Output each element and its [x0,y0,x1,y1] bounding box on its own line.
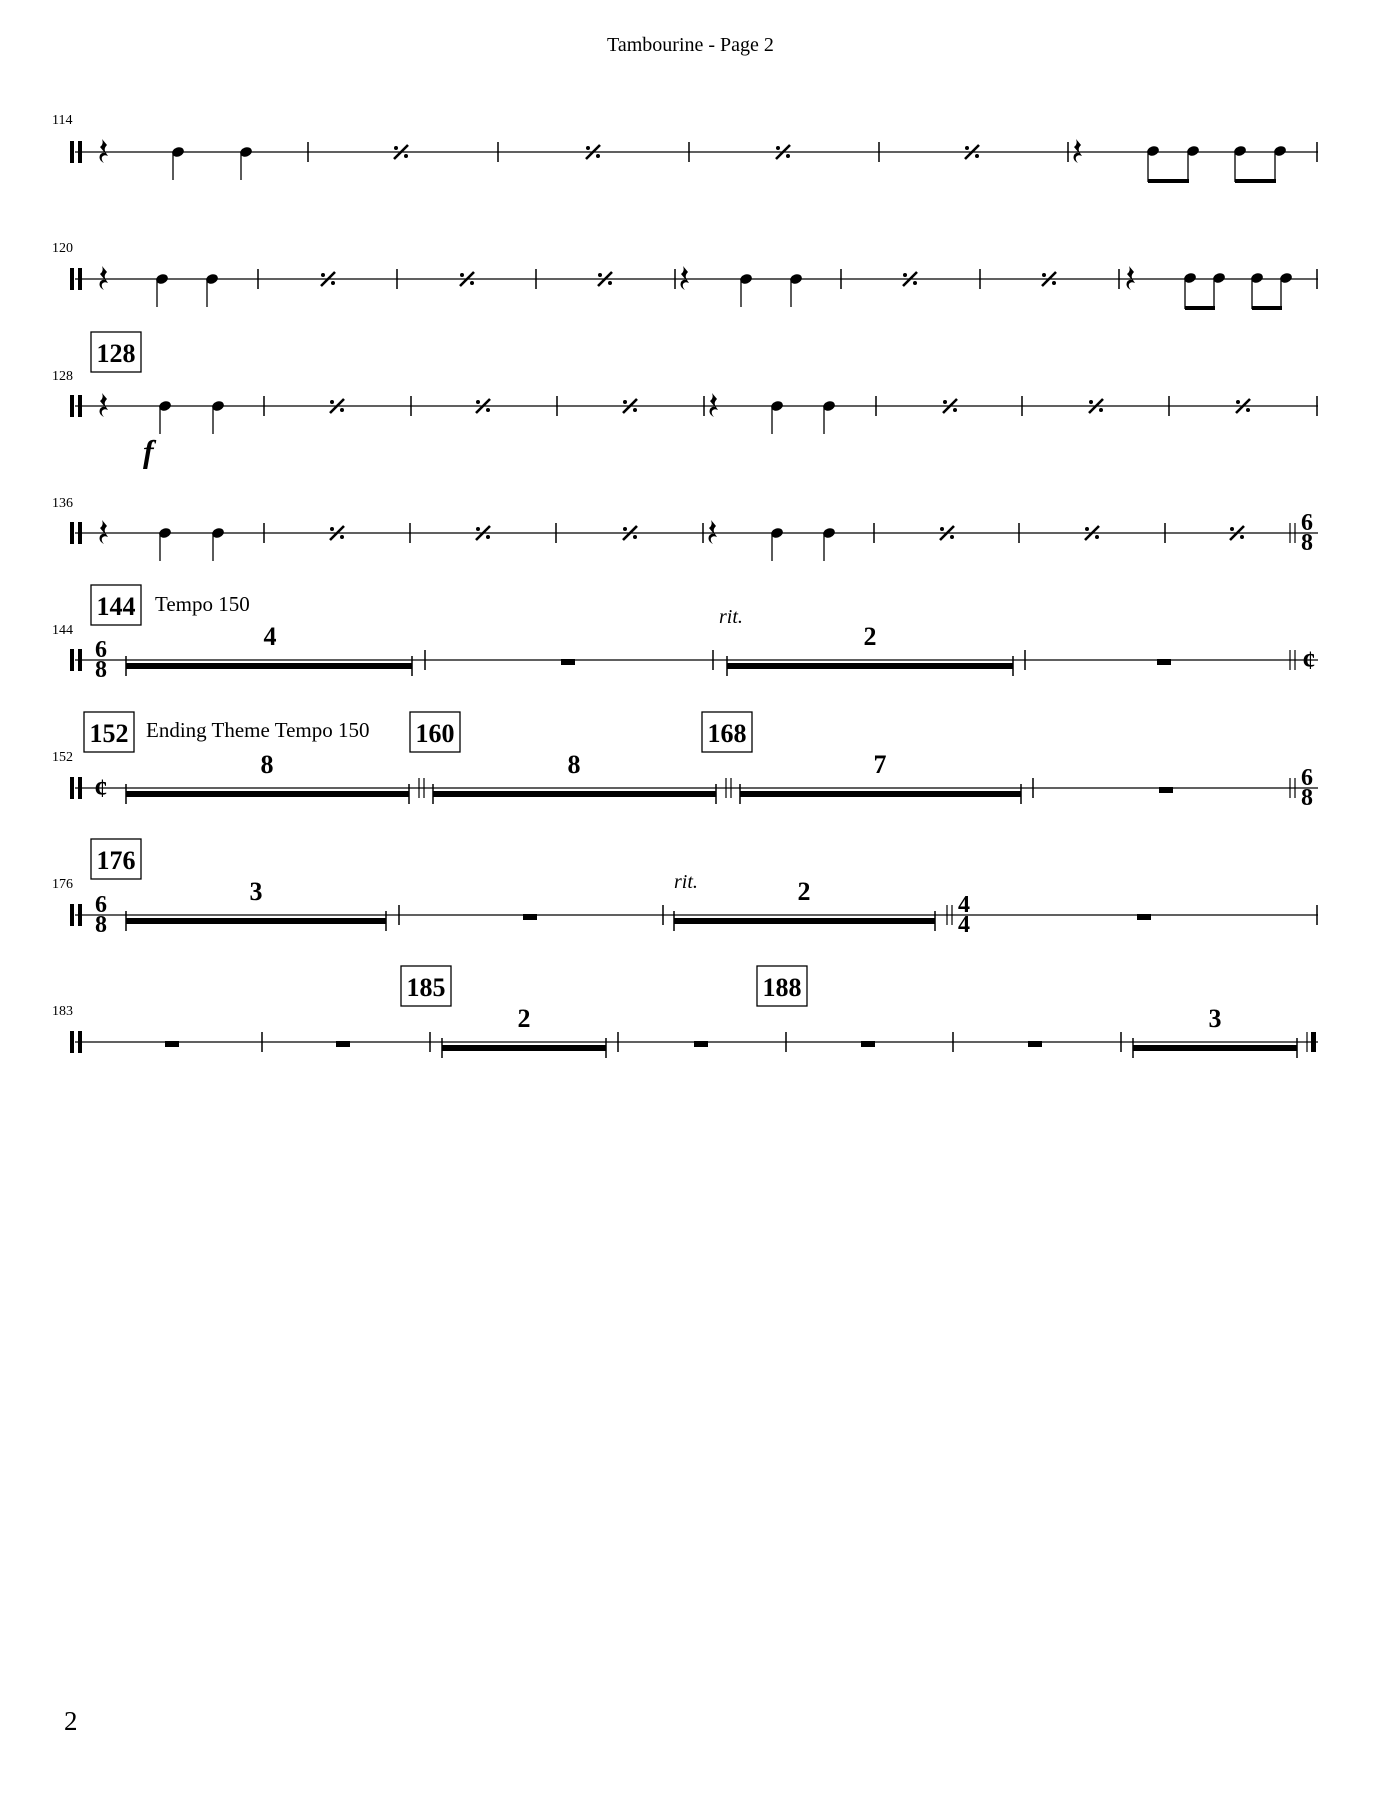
quarter-note [770,400,784,434]
cut-time-signature: ¢ [94,774,108,803]
multirest-count: 2 [863,622,877,651]
quarter-note [211,400,225,434]
whole-rest [861,1041,875,1047]
svg-text:6: 6 [1301,765,1313,791]
page-title: Tambourine - Page 2 [607,34,774,56]
multirest-count: 3 [249,877,263,906]
system-183 [52,966,1318,1058]
svg-text:4: 4 [958,912,970,938]
multimeasure-rest [1133,1004,1297,1058]
quarter-note [211,527,225,561]
quarter-rest [1127,266,1136,290]
quarter-note [205,273,219,307]
system-176 [52,839,1318,938]
system-128 [52,332,1318,469]
quarter-note [739,273,753,307]
measure-number: 114 [52,113,73,128]
svg-text:8: 8 [95,657,107,683]
time-signature [95,892,107,938]
quarter-note [789,273,803,307]
measure-number: 136 [52,496,73,511]
multimeasure-rest [727,622,1013,676]
whole-rest [1159,787,1173,793]
measure-number: 152 [52,750,73,765]
svg-text:8: 8 [95,912,107,938]
time-signature [1301,510,1313,556]
system-120 [52,241,1318,310]
whole-rest [561,659,575,665]
time-signature [95,637,107,683]
svg-text:8: 8 [1301,785,1313,811]
rehearsal-mark: 128 [96,339,136,368]
rehearsal-mark: 144 [96,592,136,621]
svg-text:4: 4 [958,892,970,918]
quarter-rest [1074,139,1083,163]
quarter-rest [100,393,109,417]
multimeasure-rest [126,622,412,676]
cut-time-signature: ¢ [1302,646,1316,675]
multirest-count: 2 [517,1004,531,1033]
system-114 [52,113,1318,183]
multirest-count: 2 [797,877,811,906]
whole-rest [165,1041,179,1047]
whole-rest [523,914,537,920]
eighth-note-pair [1183,272,1226,310]
multimeasure-rest [674,877,935,931]
quarter-rest [681,266,690,290]
whole-rest [694,1041,708,1047]
multimeasure-rest [126,877,386,931]
time-signature [958,892,970,938]
quarter-note [155,273,169,307]
rehearsal-mark: 152 [89,719,129,748]
time-signature [1301,765,1313,811]
quarter-rest [100,520,109,544]
measure-number: 128 [52,369,73,384]
multirest-count: 3 [1208,1004,1222,1033]
measure-number: 176 [52,877,73,892]
ritardando-text: rit. [719,606,743,628]
tempo-marking: Tempo 150 [155,592,250,616]
quarter-note [770,527,784,561]
ritardando-text: rit. [674,871,698,893]
multirest-count: 8 [567,750,581,779]
svg-text:6: 6 [1301,510,1313,536]
whole-rest [1028,1041,1042,1047]
quarter-note [239,146,253,180]
whole-rest [1137,914,1151,920]
system-152 [52,712,1318,811]
multimeasure-rest [740,750,1021,804]
quarter-rest [710,393,719,417]
quarter-note [822,400,836,434]
measure-number: 120 [52,241,73,256]
system-144 [52,585,1318,683]
multimeasure-rest [433,750,716,804]
eighth-note-pair [1146,145,1200,183]
whole-rest [1157,659,1171,665]
page-number: 2 [64,1706,78,1736]
multirest-count: 4 [263,622,277,651]
quarter-note [822,527,836,561]
quarter-rest [100,139,109,163]
multimeasure-rest [442,1004,606,1058]
svg-text:6: 6 [95,637,107,663]
quarter-rest [709,520,718,544]
eighth-note-pair [1250,272,1293,310]
eighth-note-pair [1233,145,1287,183]
quarter-rest [100,266,109,290]
system-136 [52,496,1318,561]
quarter-note [171,146,185,180]
dynamic-marking: f [143,433,154,469]
measure-number: 144 [52,623,73,638]
svg-text:6: 6 [95,892,107,918]
rehearsal-mark: 168 [707,719,747,748]
svg-text:8: 8 [1301,530,1313,556]
measure-number: 183 [52,1004,73,1019]
rehearsal-mark: 185 [406,973,446,1002]
quarter-note [158,527,172,561]
multirest-count: 7 [873,750,887,779]
whole-rest [336,1041,350,1047]
multirest-count: 8 [260,750,274,779]
rehearsal-mark: 188 [762,973,802,1002]
tempo-marking: Ending Theme Tempo 150 [146,718,370,742]
multimeasure-rest [126,750,409,804]
rehearsal-mark: 176 [96,846,136,875]
quarter-note [158,400,172,434]
rehearsal-mark: 160 [415,719,455,748]
